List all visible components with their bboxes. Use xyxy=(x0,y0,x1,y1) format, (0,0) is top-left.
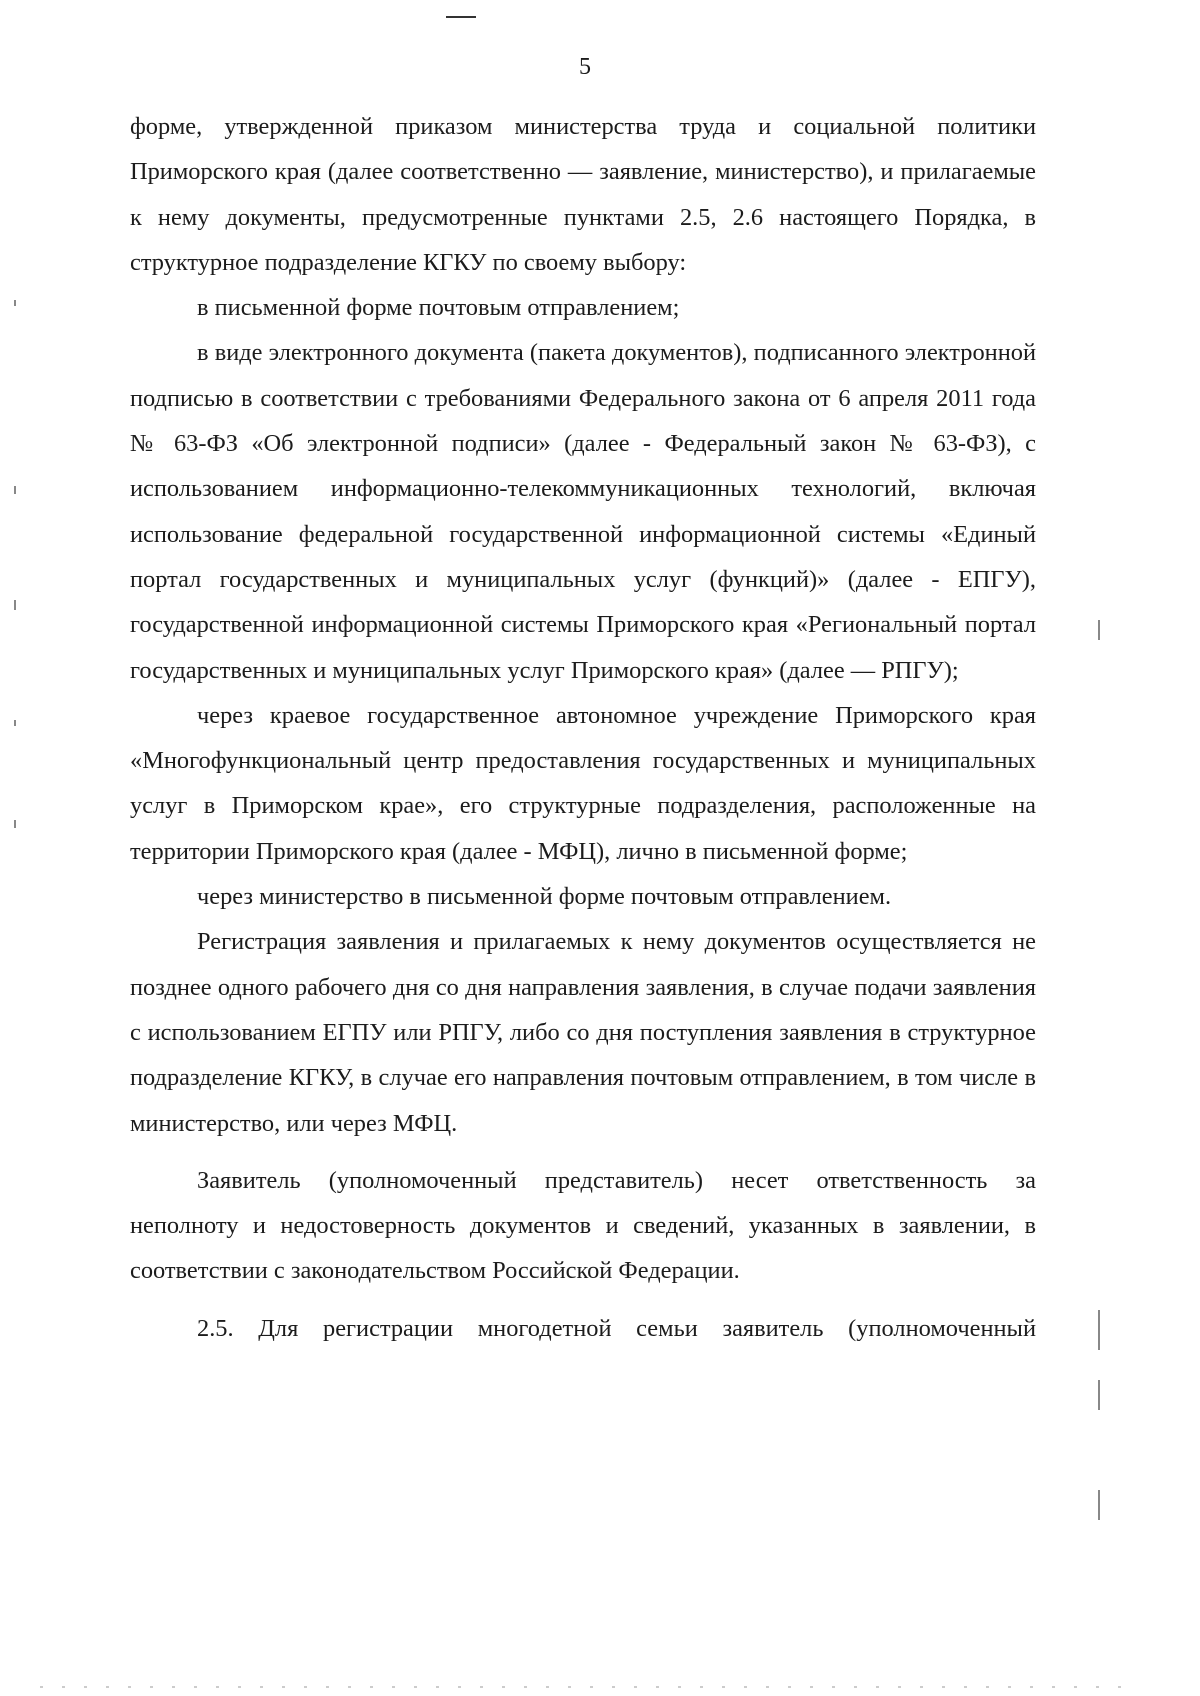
scan-speck xyxy=(14,600,16,610)
paragraph-continuation: форме, утвержденной приказом министерства труда и социальной политики Приморского края (далее соответственно — заявление, министерство), и прилагаемые к нему документы, предусмотренные пунктами 2.5, 2.6 настоящего Порядка, в структурное подразделение КГКУ по своему выбору: xyxy=(130,113,1036,276)
scan-speck xyxy=(14,720,16,726)
scan-speck xyxy=(14,300,16,306)
paragraph-clause-2-5: 2.5. Для регистрации многодетной семьи заявитель (уполномоченный xyxy=(197,1314,1036,1342)
scan-speck xyxy=(1098,1490,1100,1520)
paragraph-postal: в письменной форме почтовым отправлением; xyxy=(197,294,680,322)
scan-bottom-noise xyxy=(40,1686,1140,1688)
page-number: 5 xyxy=(579,54,591,80)
scan-speck xyxy=(1098,1310,1100,1350)
scan-speck xyxy=(1098,620,1100,640)
paragraph-registration: Регистрация заявления и прилагаемых к нему документов осуществляется не позднее одного рабочего дня со дня направления заявления, в случае подачи заявления с использованием ЕГПУ или РПГУ, либо со дня поступления заявления в структурное подразделение КГКУ, в случае его направления почтовым отправлением, в том числе в министерство, или через МФЦ. xyxy=(130,928,1036,1137)
scan-speck xyxy=(14,486,16,494)
scan-speck xyxy=(1098,1380,1100,1410)
paragraph-ministry: через министерство в письменной форме почтовым отправлением. xyxy=(197,883,892,911)
paragraph-electronic: в виде электронного документа (пакета документов), подписанного электронной подписью в соответствии с требованиями Федерального закона от 6 апреля 2011 года № 63-ФЗ «Об электронной подписи» (далее - Федеральный закон № 63-ФЗ), с использованием информационно-телекоммуникационных технологий, включая использование федеральной государственной информационной системы «Единый портал государственных и муниципальных услуг (функций)» (далее - ЕПГУ), государственной информационной системы Приморского края «Региональный портал государственных и муниципальных услуг Приморского края» (далее — РПГУ); xyxy=(130,339,1036,684)
document-body xyxy=(130,104,1036,1351)
top-dash-mark xyxy=(446,16,476,18)
scan-speck xyxy=(14,820,16,828)
paragraph-responsibility: Заявитель (уполномоченный представитель) несет ответственность за неполноту и недостоверность документов и сведений, указанных в заявлении, в соответствии с законодательством Российской Федерации. xyxy=(130,1166,1036,1285)
paragraph-mfc: через краевое государственное автономное учреждение Приморского края «Многофункциональный центр предоставления государственных и муниципальных услуг в Приморском крае», его структурные подразделения, расположенные на территории Приморского края (далее - МФЦ), лично в письменной форме; xyxy=(130,701,1036,865)
